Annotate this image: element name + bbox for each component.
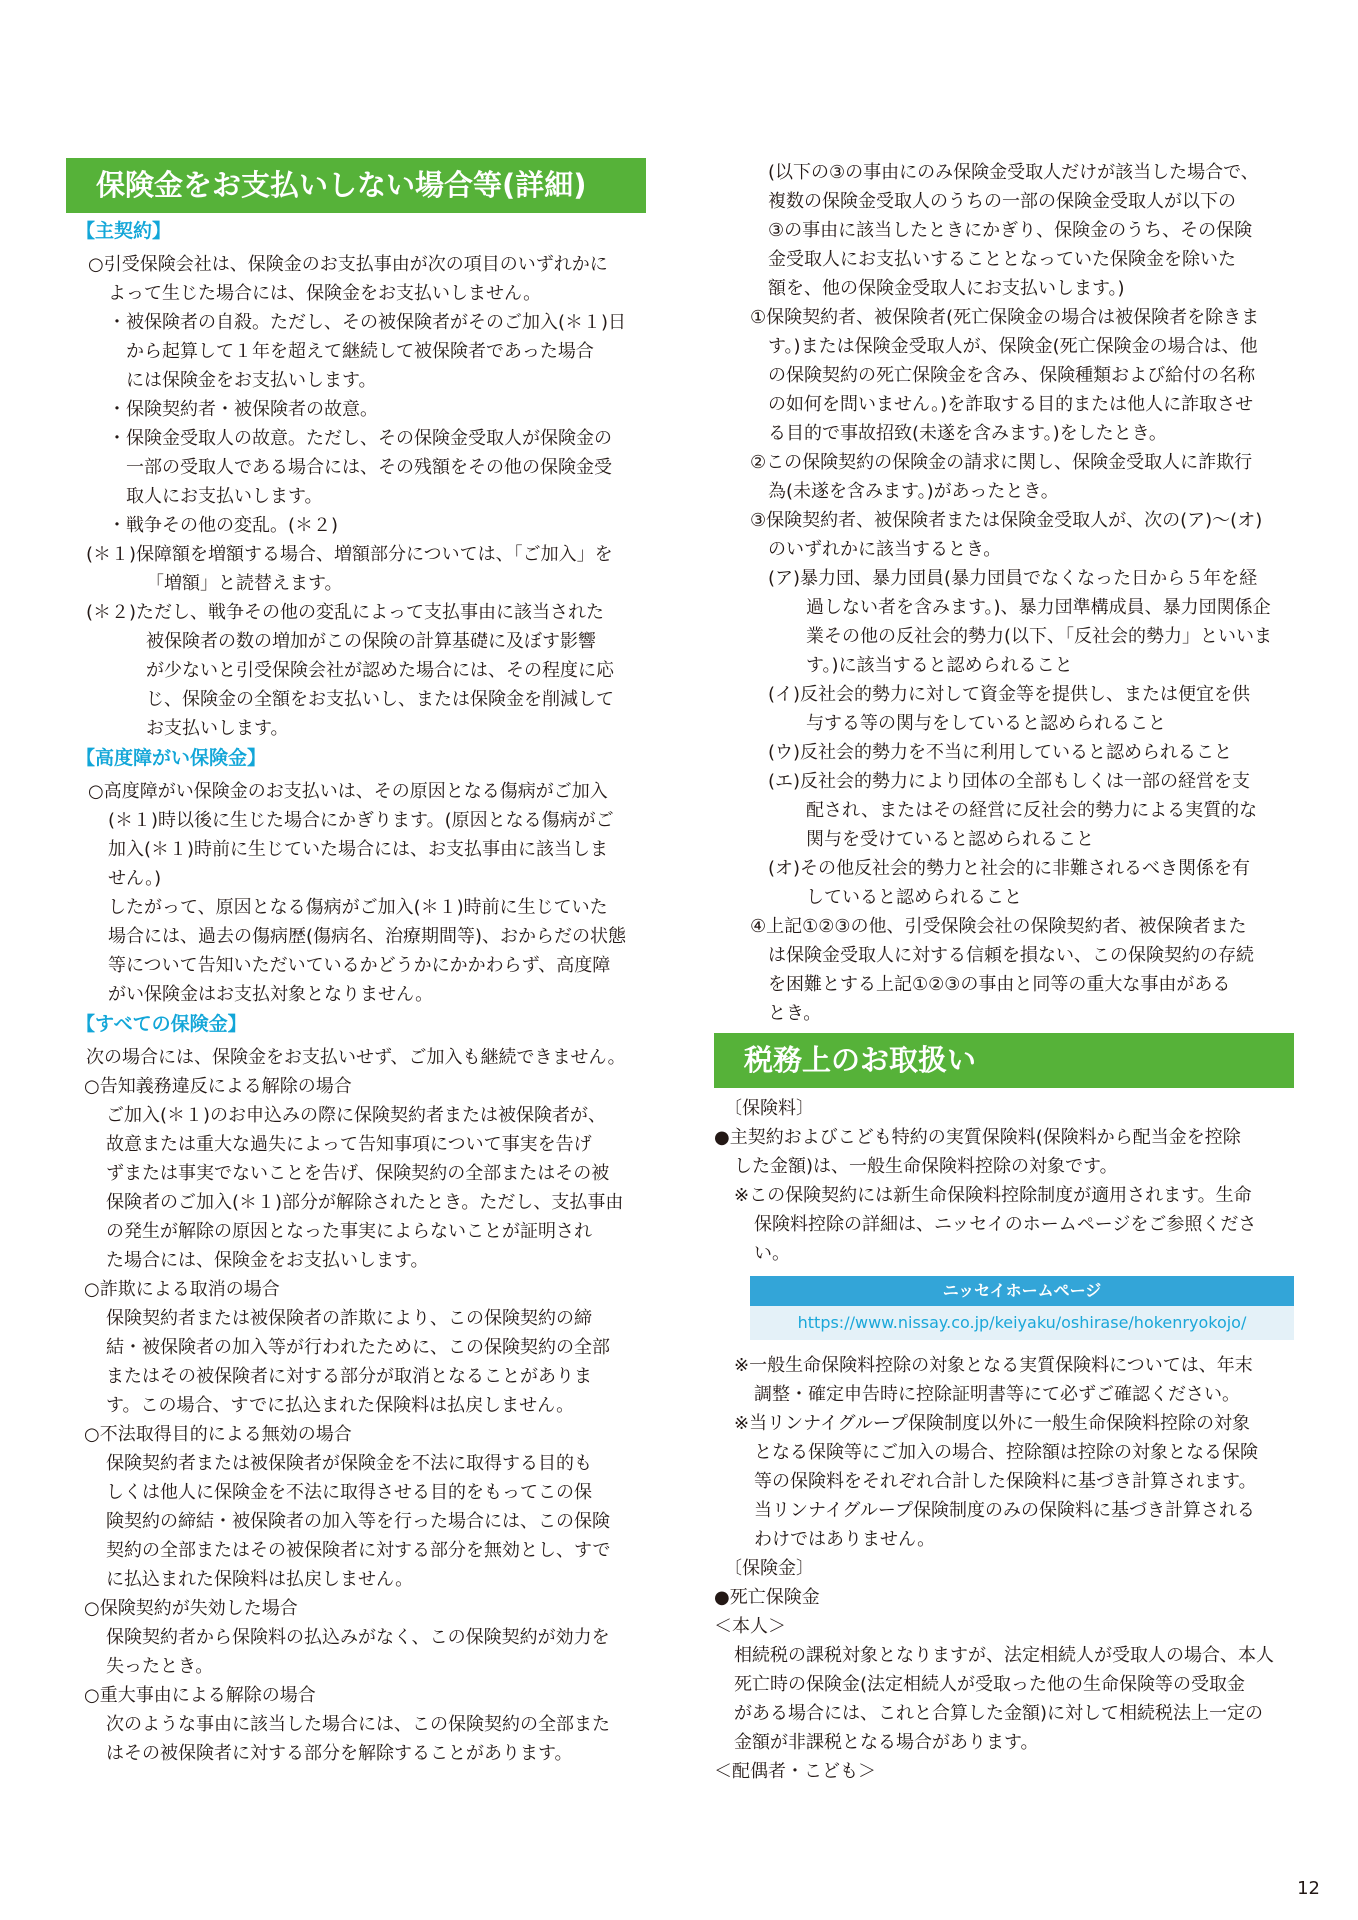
text-line: のいずれかに該当するとき。 — [768, 539, 1002, 560]
text-line: した金額)は、一般生命保険料控除の対象です。 — [734, 1156, 1118, 1177]
text-line: の発生が解除の原因となった事実によらないことが証明され — [106, 1221, 592, 1242]
text-line: (ア)暴力団、暴力団員(暴力団員でなくなった日から５年を経 — [768, 568, 1258, 589]
text-line: が少ないと引受保険会社が認めた場合には、その程度に応 — [146, 660, 614, 681]
text-line: ○不法取得目的による無効の場合 — [84, 1424, 352, 1445]
text-line: したがって、原因となる傷病がご加入(＊１)時前に生じていた — [108, 897, 608, 918]
text-line: 場合には、過去の傷病歴(傷病名、治療期間等)、おからだの状態 — [108, 926, 627, 947]
text-line: ○保険契約が失効した場合 — [84, 1598, 298, 1619]
text-line: (＊１)保障額を増額する場合、増額部分については、「ご加入」を — [86, 544, 613, 565]
text-line: に払込まれた保険料は払戻しません。 — [106, 1569, 414, 1590]
text-line: ＜本人＞ — [714, 1616, 786, 1637]
text-line: 等の保険料をそれぞれ合計した保険料に基づき計算されます。 — [754, 1471, 1257, 1492]
text-line: 加入(＊１)時前に生じていた場合には、お支払事由に該当しま — [108, 839, 609, 860]
text-line: 〔保険料〕 — [724, 1098, 814, 1119]
text-line: す。)または保険金受取人が、保険金(死亡保険金の場合は、他 — [768, 336, 1258, 357]
section-title-no-payment: 保険金をお支払いしない場合等(詳細) — [66, 158, 646, 213]
page-number: 12 — [1297, 1878, 1320, 1899]
url-box-label: ニッセイホームページ — [750, 1276, 1294, 1306]
text-line: 等について告知いただいているかどうかにかかわらず、高度障 — [108, 955, 611, 976]
text-line: た場合には、保険金をお支払いします。 — [106, 1250, 429, 1271]
text-line: 次のような事由に該当した場合には、この保険契約の全部また — [106, 1714, 610, 1735]
homepage-url-link[interactable]: https://www.nissay.co.jp/keiyaku/oshirase/hokenryokojo/ — [750, 1306, 1294, 1340]
text-line: 失ったとき。 — [106, 1656, 214, 1677]
text-line: ※一般生命保険料控除の対象となる実質保険料については、年末 — [734, 1355, 1253, 1376]
text-line: ○引受保険会社は、保険金のお支払事由が次の項目のいずれかに — [88, 254, 608, 275]
text-line: 保険契約者または被保険者の詐欺により、この保険契約の締 — [106, 1308, 592, 1329]
text-line: ＜配偶者・こども＞ — [714, 1761, 876, 1782]
text-line: ●主契約およびこども特約の実質保険料(保険料から配当金を控除 — [714, 1127, 1241, 1148]
text-line: ①保険契約者、被保険者(死亡保険金の場合は被保険者を除きま — [750, 307, 1260, 328]
text-line: 与する等の関与をしていると認められること — [806, 713, 1166, 734]
text-line: (ウ)反社会的勢力を不当に利用していると認められること — [768, 742, 1233, 763]
text-line: は保険金受取人に対する信頼を損ない、この保険契約の存続 — [768, 945, 1254, 966]
text-line: ●死亡保険金 — [714, 1587, 820, 1608]
text-line: ②この保険契約の保険金の請求に関し、保険金受取人に詐欺行 — [750, 452, 1253, 473]
text-line: 保険契約者または被保険者が保険金を不法に取得する目的も — [106, 1453, 592, 1474]
text-line: ・保険契約者・被保険者の故意。 — [108, 399, 378, 420]
text-line: す。)に該当すると認められること — [806, 655, 1073, 676]
text-line: 次の場合には、保険金をお支払いせず、ご加入も継続できません。 — [86, 1047, 626, 1068]
text-line: 金受取人にお支払いすることとなっていた保険金を除いた — [768, 249, 1236, 270]
text-line: ③の事由に該当したときにかぎり、保険金のうち、その保険 — [768, 220, 1253, 241]
text-line: ※この保険契約には新生命保険料控除制度が適用されます。生命 — [734, 1185, 1252, 1206]
text-line: していると認められること — [806, 887, 1022, 908]
text-line: お支払いします。 — [146, 718, 289, 739]
text-line: わけではありません。 — [754, 1529, 936, 1550]
text-line: とき。 — [768, 1003, 822, 1024]
text-line: ○重大事由による解除の場合 — [84, 1685, 316, 1706]
text-line: 被保険者の数の増加がこの保険の計算基礎に及ぼす影響 — [146, 631, 596, 652]
text-line: ・被保険者の自殺。ただし、その被保険者がそのご加入(＊１)日 — [108, 312, 627, 333]
text-line: ③保険契約者、被保険者または保険金受取人が、次の(ア)〜(オ) — [750, 510, 1263, 531]
heading-main-contract: 【主契約】 — [76, 220, 172, 242]
text-line: には保険金をお支払いします。 — [126, 370, 377, 391]
text-line: 契約の全部またはその被保険者に対する部分を無効とし、すで — [106, 1540, 611, 1561]
text-line: す。この場合、すでに払込まれた保険料は払戻しません。 — [106, 1395, 575, 1416]
text-line: ご加入(＊１)のお申込みの際に保険契約者または被保険者が、 — [106, 1105, 607, 1126]
text-line: を困難とする上記①②③の事由と同等の重大な事由がある — [768, 974, 1231, 995]
text-line: る目的で事故招致(未遂を含みます。)をしたとき。 — [768, 423, 1167, 444]
text-line: 保険契約者から保険料の払込みがなく、この保険契約が効力を — [106, 1627, 610, 1648]
text-line: 配され、またはその経営に反社会的勢力による実質的な — [806, 800, 1258, 821]
text-line: ずまたは事実でないことを告げ、保険契約の全部またはその被 — [106, 1163, 610, 1184]
text-line: せん。) — [108, 868, 162, 889]
text-line: (オ)その他反社会的勢力と社会的に非難されるべき関係を有 — [768, 858, 1251, 879]
text-line: ○高度障がい保険金のお支払いは、その原因となる傷病がご加入 — [88, 781, 608, 802]
text-line: 相続税の課税対象となりますが、法定相続人が受取人の場合、本人 — [734, 1645, 1274, 1666]
text-line: から起算して１年を超えて継続して被保険者であった場合 — [126, 341, 594, 362]
text-line: (＊２)ただし、戦争その他の変乱によって支払事由に該当された — [86, 602, 605, 623]
heading-all-benefits: 【すべての保険金】 — [76, 1013, 247, 1035]
text-line: 為(未遂を含みます。)があったとき。 — [768, 481, 1059, 502]
text-line: 複数の保険金受取人のうちの一部の保険金受取人が以下の — [768, 191, 1236, 212]
text-line: はその被保険者に対する部分を解除することがあります。 — [106, 1743, 573, 1764]
text-line: の如何を問いません。)を詐取する目的または他人に詐取させ — [768, 394, 1254, 415]
text-line: しくは他人に保険金を不法に取得させる目的をもってこの保 — [106, 1482, 592, 1503]
text-line: (＊１)時以後に生じた場合にかぎります。(原因となる傷病がご — [108, 810, 614, 831]
text-line: ○詐欺による取消の場合 — [84, 1279, 280, 1300]
text-line: 取人にお支払いします。 — [126, 486, 323, 507]
text-line: 過しない者を含みます。)、暴力団準構成員、暴力団関係企 — [806, 597, 1271, 618]
heading-high-disability: 【高度障がい保険金】 — [76, 747, 267, 769]
text-line: 保険者のご加入(＊１)部分が解除されたとき。ただし、支払事由 — [106, 1192, 624, 1213]
text-line: よって生じた場合には、保険金をお支払いしません。 — [108, 283, 542, 304]
text-line: の保険契約の死亡保険金を含み、保険種類および給付の名称 — [768, 365, 1256, 386]
text-line: 額を、他の保険金受取人にお支払いします。) — [768, 278, 1125, 299]
text-line: い。 — [754, 1243, 790, 1264]
text-line: 一部の受取人である場合には、その残額をその他の保険金受 — [126, 457, 612, 478]
text-line: 業その他の反社会的勢力(以下、「反社会的勢力」といいま — [806, 626, 1273, 647]
text-line: 〔保険金〕 — [724, 1558, 814, 1579]
text-line: 険契約の締結・被保険者の加入等を行った場合には、この保険 — [106, 1511, 610, 1532]
text-line: 死亡時の保険金(法定相続人が受取った他の生命保険等の受取金 — [734, 1674, 1246, 1695]
text-line: 「増額」と読替えます。 — [146, 573, 343, 594]
text-line: 故意または重大な過失によって告知事項について事実を告げ — [106, 1134, 592, 1155]
text-line: 結・被保険者の加入等が行われたために、この保険契約の全部 — [106, 1337, 610, 1358]
text-line: 当リンナイグループ保険制度のみの保険料に基づき計算される — [754, 1500, 1255, 1521]
text-line: ※当リンナイグループ保険制度以外に一般生命保険料控除の対象 — [734, 1413, 1251, 1434]
text-line: ④上記①②③の他、引受保険会社の保険契約者、被保険者また — [750, 916, 1247, 937]
text-line: ・保険金受取人の故意。ただし、その保険金受取人が保険金の — [108, 428, 612, 449]
text-line: 金額が非課税となる場合があります。 — [734, 1732, 1039, 1753]
text-line: じ、保険金の全額をお支払いし、または保険金を削減して — [146, 689, 614, 710]
text-line: 調整・確定申告時に控除証明書等にて必ずご確認ください。 — [754, 1384, 1240, 1405]
text-line: (以下の③の事由にのみ保険金受取人だけが該当した場合で、 — [768, 162, 1259, 183]
text-line: ○告知義務違反による解除の場合 — [84, 1076, 352, 1097]
text-line: またはその被保険者に対する部分が取消となることがありま — [106, 1366, 592, 1387]
text-line: がい保険金はお支払対象となりません。 — [108, 984, 434, 1005]
text-line: ・戦争その他の変乱。(＊２) — [108, 515, 339, 536]
text-line: がある場合には、これと合算した金額)に対して相続税法上一定の — [734, 1703, 1264, 1724]
text-line: (イ)反社会的勢力に対して資金等を提供し、または便宜を供 — [768, 684, 1251, 705]
text-line: 関与を受けていると認められること — [806, 829, 1094, 850]
text-line: 保険料控除の詳細は、ニッセイのホームページをご参照くださ — [754, 1214, 1257, 1235]
text-line: となる保険等にご加入の場合、控除額は控除の対象となる保険 — [754, 1442, 1258, 1463]
text-line: (エ)反社会的勢力により団体の全部もしくは一部の経営を支 — [768, 771, 1251, 792]
section-title-tax: 税務上のお取扱い — [714, 1033, 1294, 1088]
